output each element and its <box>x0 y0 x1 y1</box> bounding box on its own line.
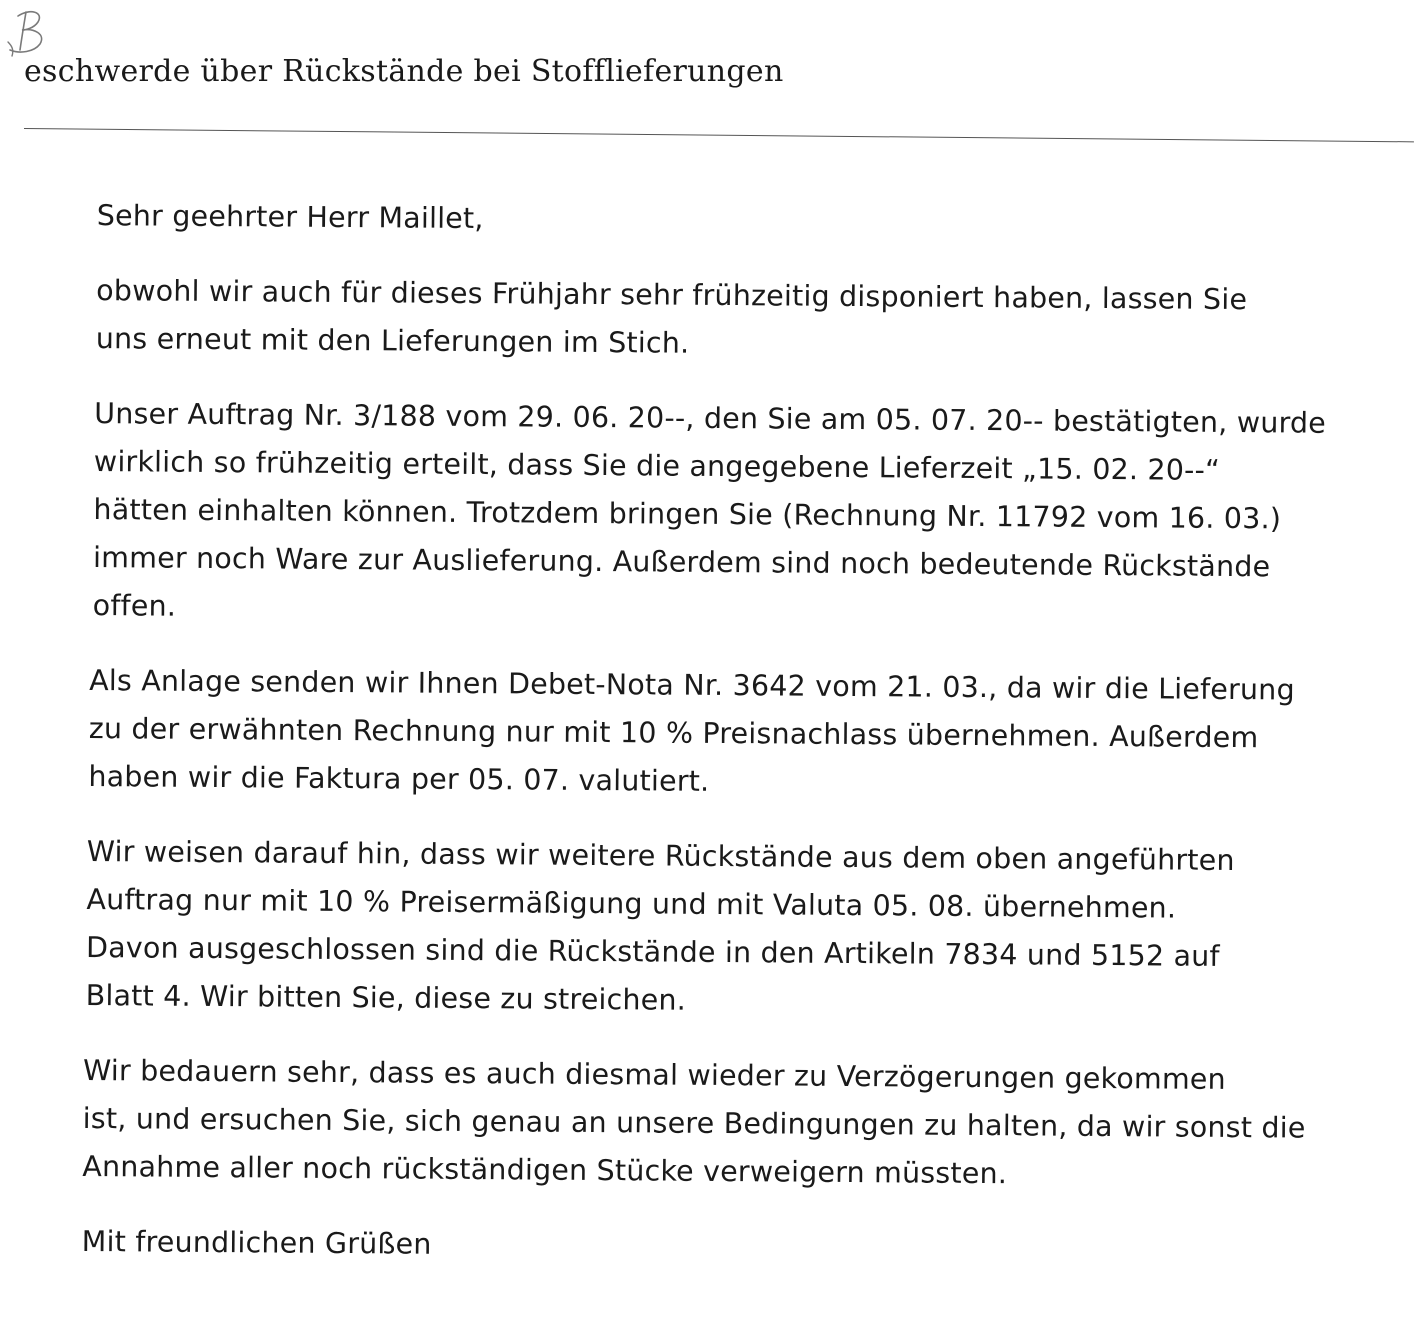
paragraph-line: Als Anlage senden wir Ihnen Debet-Nota Nr. 3642 vom 21. 03., da wir die Lieferung <box>89 664 1295 707</box>
paragraph-3 <box>88 657 1376 811</box>
paragraph-line: haben wir die Faktura per 05. 07. valutiert. <box>88 760 710 798</box>
paragraph-line: zu der erwähnten Rechnung nur mit 10 % Preisnachlass übernehmen. Außerdem <box>88 712 1259 755</box>
paragraph-line: obwohl wir auch für dieses Frühjahr sehr frühzeitig disponiert haben, lassen Sie <box>96 274 1248 317</box>
paragraph-line: hätten einhalten können. Trotzdem bringen Sie (Rechnung Nr. 11792 vom 16. 03.) <box>93 493 1282 536</box>
salutation: Sehr geehrter Herr Maillet, <box>96 199 484 236</box>
paragraph-line: Auftrag nur mit 10 % Preisermäßigung und mit Valuta 05. 08. übernehmen. <box>86 882 1177 925</box>
paragraph-line: immer noch Ware zur Auslieferung. Außerdem sind noch bedeutende Rückstände <box>92 541 1271 584</box>
paragraph-line: Wir bedauern sehr, dass es auch diesmal wieder zu Verzögerungen gekommen <box>82 1053 1226 1096</box>
subject-divider <box>24 128 1414 142</box>
paragraph-line: Wir weisen darauf hin, dass wir weitere Rückstände aus dem oben angeführten <box>86 834 1235 878</box>
paragraph-5 <box>82 1047 1373 1201</box>
letter-body <box>82 192 1380 1276</box>
paragraph-4 <box>85 828 1374 1030</box>
paragraph-line: Davon ausgeschlossen sind die Rückstände in den Artikeln 7834 und 5152 auf <box>85 930 1220 973</box>
paragraph-1 <box>96 267 1380 373</box>
paragraph-line: wirklich so frühzeitig erteilt, dass Sie die angegebene Lieferzeit „15. 02. 20--“ <box>93 445 1221 487</box>
paragraph-line: offen. <box>92 589 177 623</box>
paragraph-line: uns erneut mit den Lieferungen im Stich. <box>95 322 690 360</box>
paragraph-2 <box>93 390 1379 640</box>
closing: Mit freundlichen Grüßen <box>81 1224 432 1261</box>
paragraph-line: Annahme aller noch rückständigen Stücke verweigern müssten. <box>82 1149 1008 1191</box>
paragraph-line: Blatt 4. Wir bitten Sie, diese zu streichen. <box>85 978 687 1017</box>
paragraph-line: ist, und ersuchen Sie, sich genau an unsere Bedingungen zu halten, da wir sonst die <box>82 1101 1306 1145</box>
letter-subject: eschwerde über Rückstände bei Stofflieferungen <box>24 54 784 89</box>
paragraph-line: Unser Auftrag Nr. 3/188 vom 29. 06. 20--, den Sie am 05. 07. 20-- bestätigten, wurde <box>94 397 1327 440</box>
